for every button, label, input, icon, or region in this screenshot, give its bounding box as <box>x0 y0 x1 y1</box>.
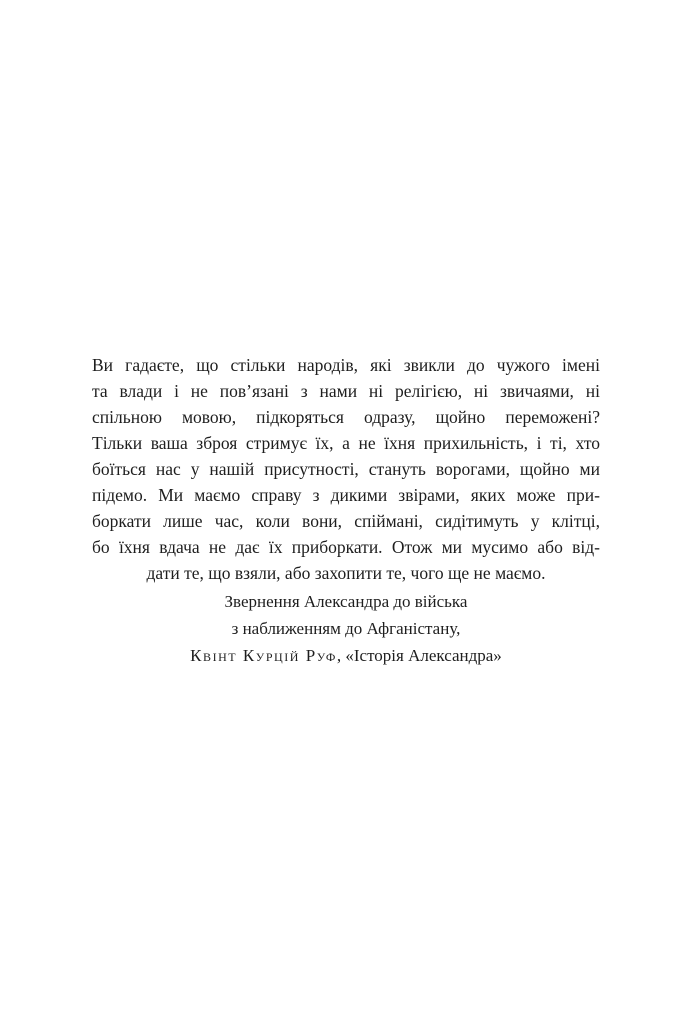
attribution-source-line-2: з наближенням до Афганістану, <box>231 619 461 638</box>
epigraph-line: підемо. Ми маємо справу з дикими звірами, яких може при- <box>92 485 600 505</box>
epigraph-line: бо їхня вдача не дає їх приборкати. Отож ми мусимо або від- <box>92 537 600 557</box>
epigraph-line: та влади і не пов’язані з нами ні релігією, ні звичаями, ні <box>92 381 600 401</box>
epigraph-line: боркати лише час, коли вони, спіймані, сидітимуть у клітці, <box>92 511 600 531</box>
epigraph-line-last: дати те, що взяли, або захопити те, чого ще не маємо. <box>146 563 546 583</box>
epigraph-quote <box>92 352 600 586</box>
attribution-source-line-1: Звернення Александра до війська <box>224 592 468 611</box>
epigraph-line: Ви гадаєте, що стільки народів, які звикли до чужого імені <box>92 355 600 375</box>
epigraph-line: спільною мовою, підкоряться одразу, щойно переможені? <box>92 407 600 427</box>
attribution-author: Квінт Курцій Руф <box>190 646 337 665</box>
epigraph-line: боїться нас у нашій присутності, стануть ворогами, щойно ми <box>92 459 600 479</box>
epigraph-attribution <box>92 588 600 669</box>
attribution-source-line-3 <box>92 642 600 669</box>
epigraph-line: Тільки ваша зброя стримує їх, а не їхня прихильність, і ті, хто <box>92 433 600 453</box>
epigraph <box>92 352 600 669</box>
attribution-work: , «Історія Александра» <box>336 646 502 665</box>
